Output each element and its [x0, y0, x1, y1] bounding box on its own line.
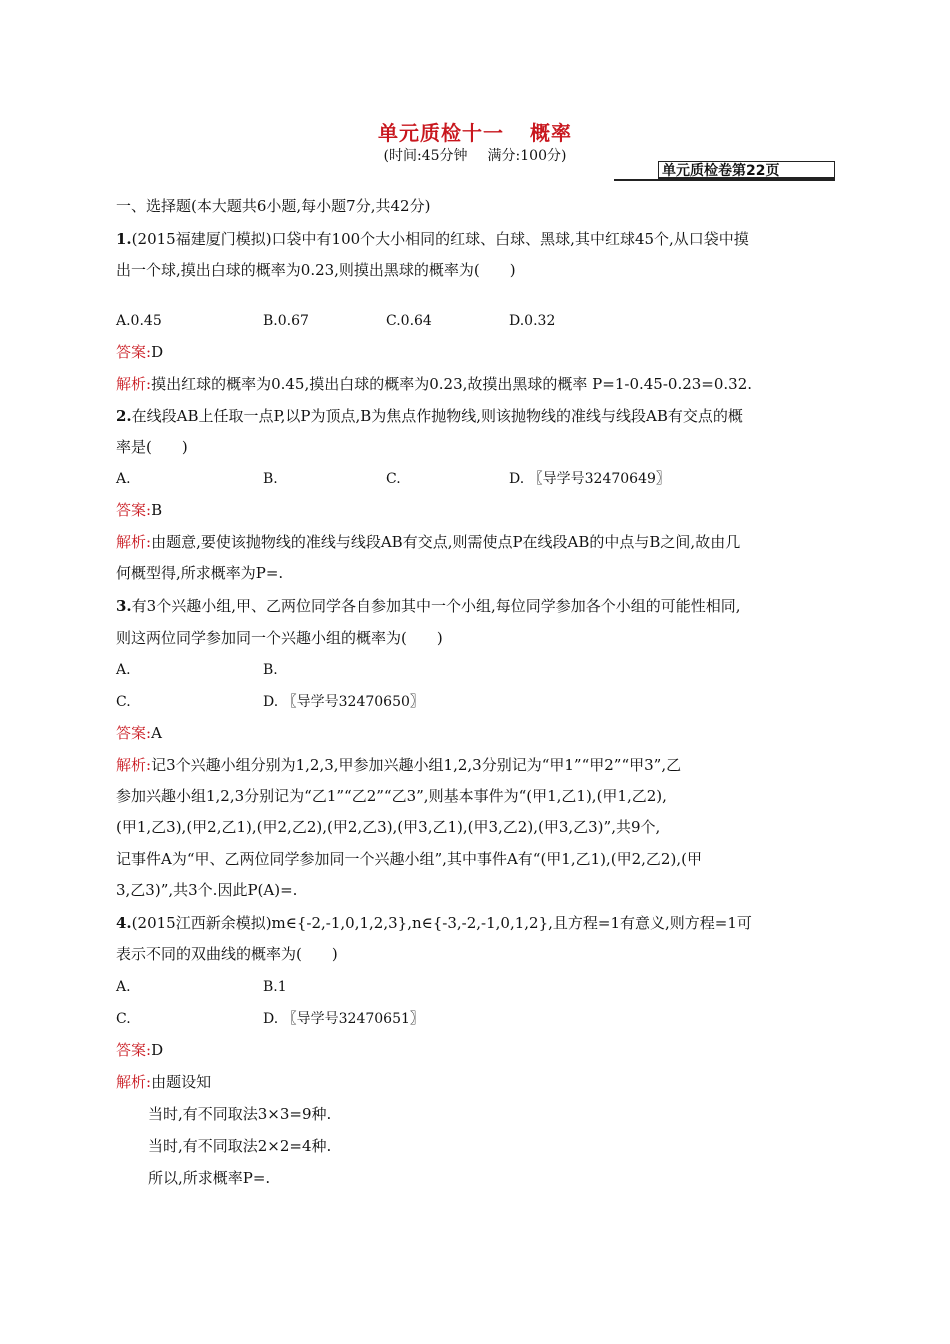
- q1-stem-line2: 出一个球,摸出白球的概率为0.23,则摸出黑球的概率为( ): [116, 261, 516, 279]
- q4-analysis-line3: 当时,有不同取法2×2=4种.: [148, 1137, 332, 1155]
- q1-analysis: 解析:摸出红球的概率为0.45,摸出白球的概率为0.23,故摸出黑球的概率 P=1-0.45-0.23=0.32.: [116, 375, 753, 393]
- q2-analysis-line1: 解析:由题意,要使该抛物线的准线与线段AB有交点,则需使点P在线段AB的中点与B之间,故由几: [116, 533, 741, 551]
- q2-option-b: B.: [263, 471, 278, 487]
- q3-number: 3.: [116, 597, 132, 615]
- page-title: [0, 117, 950, 146]
- section-heading: 一、选择题(本大题共6小题,每小题7分,共42分): [116, 197, 431, 215]
- q4-answer: 答案:D: [116, 1041, 164, 1059]
- q3-answer: 答案:A: [116, 724, 162, 742]
- q3-analysis-line3: (甲1,乙3),(甲2,乙1),(甲2,乙2),(甲2,乙3),(甲3,乙1),(甲3,乙2),(甲3,乙3)”,共9个,: [116, 818, 661, 836]
- q2-option-a: A.: [116, 471, 131, 487]
- q1-option-b: B.0.67: [263, 313, 309, 329]
- q3-analysis-line4: 记事件A为“甲、乙两位同学参加同一个兴趣小组”,其中事件A有“(甲1,乙1),(甲2,乙2),(甲: [116, 850, 702, 868]
- q1-option-a: A.0.45: [116, 313, 162, 329]
- q1-number: 1.: [116, 230, 132, 248]
- q3-analysis-line5: 3,乙3)”,共3个.因此P(A)=.: [116, 881, 298, 899]
- q4-analysis-line2: 当时,有不同取法3×3=9种.: [148, 1105, 332, 1123]
- q4-stem-line1: 4.(2015江西新余模拟)m∈{-2,-1,0,1,2,3},n∈{-3,-2,-1,0,1,2},且方程=1有意义,则方程=1可: [116, 914, 752, 932]
- q2-option-d: D. 〖导学号32470649〗: [509, 471, 670, 487]
- q3-option-d: D. 〖导学号32470650〗: [263, 694, 424, 710]
- q4-analysis-line4: 所以,所求概率P=.: [148, 1169, 271, 1187]
- q4-option-b: B.1: [263, 979, 287, 995]
- q3-analysis-line1: 解析:记3个兴趣小组分别为1,2,3,甲参加兴趣小组1,2,3分别记为“甲1”“甲2”“甲3”,乙: [116, 756, 682, 774]
- q2-analysis-line2: 何概型得,所求概率为P=.: [116, 564, 284, 582]
- page-reference-rule: [614, 179, 835, 181]
- q3-option-c: C.: [116, 694, 131, 710]
- q3-option-b: B.: [263, 662, 278, 678]
- q2-answer: 答案:B: [116, 501, 163, 519]
- q3-stem-line1: 3.有3个兴趣小组,甲、乙两位同学各自参加其中一个小组,每位同学参加各个小组的可能性相同,: [116, 597, 741, 615]
- q3-stem-line2: 则这两位同学参加同一个兴趣小组的概率为( ): [116, 629, 443, 647]
- q1-option-c: C.0.64: [386, 313, 432, 329]
- q4-option-a: A.: [116, 979, 131, 995]
- q2-option-c: C.: [386, 471, 401, 487]
- q2-number: 2.: [116, 407, 132, 425]
- q1-option-d: D.0.32: [509, 313, 556, 329]
- q4-option-c: C.: [116, 1011, 131, 1027]
- q4-number: 4.: [116, 914, 132, 932]
- q3-analysis-line2: 参加兴趣小组1,2,3分别记为“乙1”“乙2”“乙3”,则基本事件为“(甲1,乙1),(甲1,乙2),: [116, 787, 667, 805]
- q2-stem-line2: 率是( ): [116, 438, 188, 456]
- full-score: 满分:100分): [487, 148, 567, 164]
- page-reference-box: 单元质检卷第22页: [658, 161, 835, 179]
- q1-answer: 答案:D: [116, 343, 164, 361]
- time-limit: (时间:45分钟: [383, 148, 468, 164]
- q1-stem-line1: 1.(2015福建厦门模拟)口袋中有100个大小相同的红球、白球、黑球,其中红球45个,从口袋中摸: [116, 230, 749, 248]
- title-main: 单元质检十一: [378, 121, 504, 145]
- q4-option-d: D. 〖导学号32470651〗: [263, 1011, 424, 1027]
- q4-stem-line2: 表示不同的双曲线的概率为( ): [116, 945, 338, 963]
- q3-option-a: A.: [116, 662, 131, 678]
- q2-stem-line1: 2.在线段AB上任取一点P,以P为顶点,B为焦点作抛物线,则该抛物线的准线与线段AB有交点的概: [116, 407, 743, 425]
- q4-analysis-line1: 解析:由题设知: [116, 1073, 212, 1091]
- title-sub: 概率: [530, 121, 572, 145]
